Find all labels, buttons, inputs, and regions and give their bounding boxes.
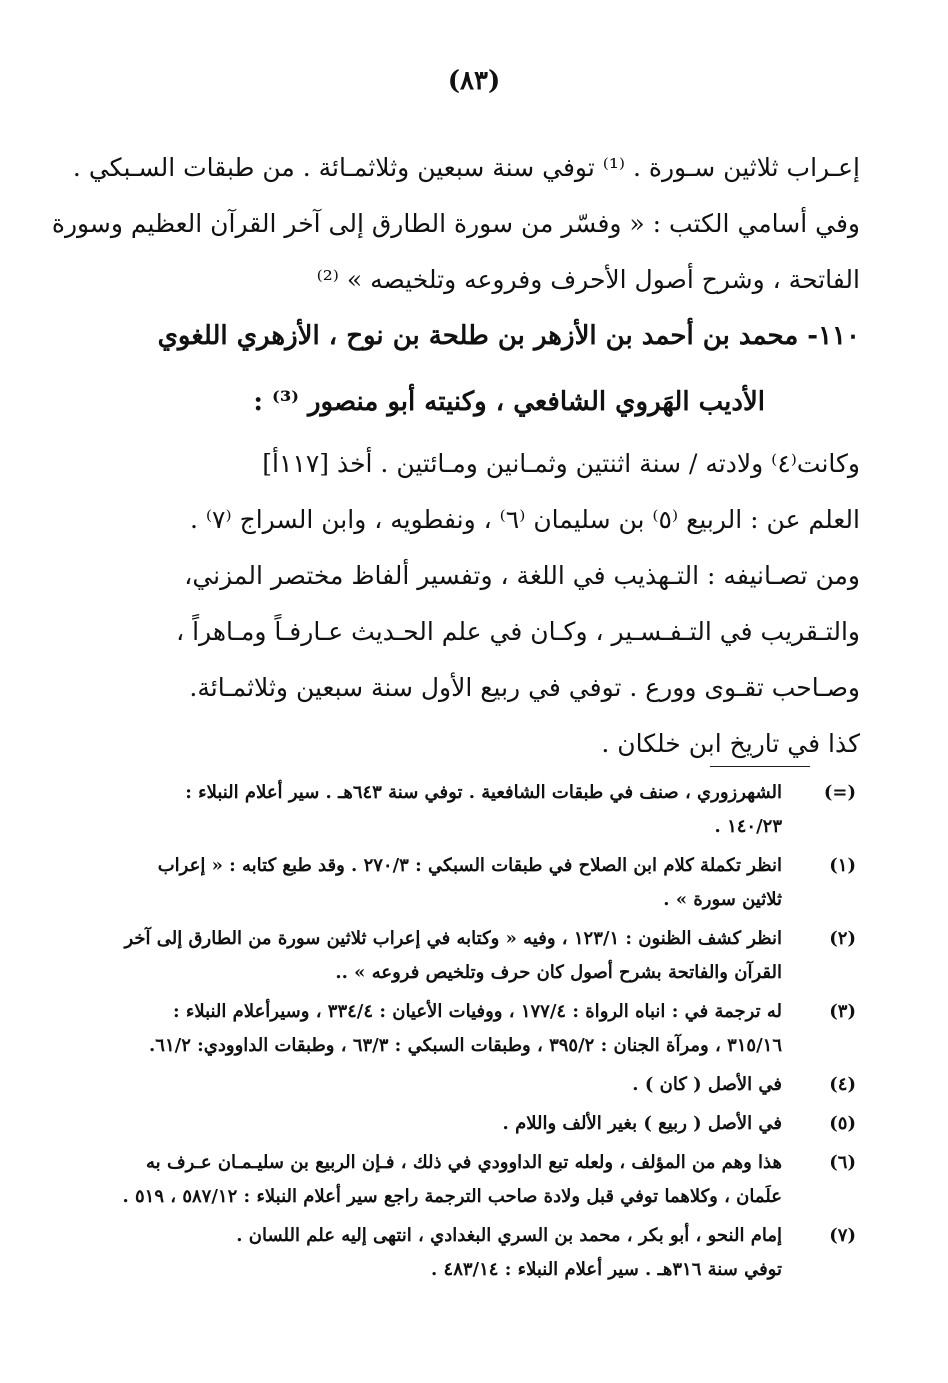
footnote-line: ٣١٥/١٦ ، ومرآة الجنان : ٣٩٥/٢ ، وطبقات السبكي : ٦٣/٣ ، وطبقات الداوودي: ٦١/٢. [149, 1035, 782, 1056]
footnote-text [126, 1107, 782, 1141]
footnote-text [124, 922, 782, 990]
text-line: وكانت⁽٤⁾ ولادته / سنة اثنتين وثمـانين ومـائتين . أخذ [١١٧أ] [262, 449, 860, 478]
text-line: والتـقريب في التـفـسـير ، وكـان في علم الحـديث عـارفـاً ومـاهراً ، [176, 617, 860, 646]
main-text [51, 140, 860, 772]
entry-heading-continued: الأديب الهَروي الشافعي ، وكنيته أبو منصور ⁽³⁾ : [253, 387, 765, 417]
footnote-number: (٢) [829, 928, 856, 949]
footnote [126, 995, 856, 1063]
footnote-number: (٣) [829, 1001, 856, 1022]
text-line: كذا في تاريخ ابن خلكان . [601, 729, 860, 758]
entry-heading: ١١٠- محمد بن أحمد بن الأزهر بن طلحة بن نوح ، الأزهري اللغوي [157, 321, 860, 351]
footnote-line: القرآن والفاتحة بشرح أصول كان حرف وتلخيص فروعه » .. [335, 962, 782, 983]
footnote [126, 922, 856, 990]
footnote-number: (٤) [829, 1074, 856, 1095]
footnote-line: له ترجمة في : انباه الرواة : ١٧٧/٤ ، ووفيات الأعيان : ٣٣٤/٤ ، وسيرأعلام النبلاء : [172, 1001, 782, 1022]
footnote-line: توفي سنة ٣١٦هـ . سير أعلام النبلاء : ٤٨٣/١٤ . [430, 1259, 782, 1280]
footnote-line: الشهرزوري ، صنف في طبقات الشافعية . توفي سنة ٦٤٣هـ . سير أعلام النبلاء : [185, 782, 782, 803]
footnote [126, 776, 856, 844]
footnote-line: ١٤٠/٢٣ . [714, 816, 782, 837]
footnote-line: إمام النحو ، أبو بكر ، محمد بن السري البغدادي ، انتهى إليه علم اللسان . [236, 1225, 782, 1246]
footnote-text [126, 849, 782, 917]
footnote-line: في الأصل ( كان ) . [632, 1074, 782, 1095]
footnote-number: (٥) [829, 1113, 856, 1134]
footnote-text [126, 1068, 782, 1102]
footnote-number: (٧) [829, 1225, 856, 1246]
footnote [126, 1219, 856, 1287]
text-line: وصـاحب تقـوى وورع . توفي في ربيع الأول سنة سبعين وثلاثمـائة. [189, 673, 860, 702]
page-number: (٨٣) [447, 66, 501, 96]
footnote-text [126, 1219, 782, 1287]
footnote-text [126, 995, 782, 1063]
footnote [126, 1068, 856, 1102]
footnote-text [126, 776, 782, 844]
text-line: الفاتحة ، وشرح أصول الأحرف وفروعه وتلخيصه » ⁽²⁾ [316, 265, 860, 294]
text-line: وفي أسامي الكتب : « وفسّر من سورة الطارق إلى آخر القرآن العظيم وسورة [51, 209, 860, 238]
text-line: ومن تصـانيفه : التـهذيب في اللغة ، وتفسير ألفاظ مختصر المزني، [184, 561, 860, 590]
footnote-separator [710, 766, 810, 767]
footnote-number: (=) [823, 782, 856, 803]
footnote-number: (١) [829, 855, 856, 876]
text-line: العلم عن : الربيع ⁽٥⁾ بن سليمان ⁽٦⁾ ، ونفطويه ، وابن السراج ⁽٧⁾ . [190, 505, 860, 534]
footnote-line: انظر كشف الظنون : ١٢٣/١ ، وفيه « وكتابه في إعراب ثلاثين سورة من الطارق إلى آخر [124, 928, 782, 949]
footnote-line: ثلاثين سورة » . [663, 889, 782, 910]
footnote-number: (٦) [829, 1152, 856, 1173]
footnote [126, 1107, 856, 1141]
footnote-line: هذا وهم من المؤلف ، ولعله تبع الداوودي في ذلك ، فـإن الربيع بن سليـمـان عـرف به [146, 1152, 782, 1173]
footnote-line: في الأصل ( ربيع ) بغير الألف واللام . [502, 1113, 782, 1134]
footnote-line: انظر تكملة كلام ابن الصلاح في طبقات السبكي : ٢٧٠/٣ . وقد طبع كتابه : « إعراب [157, 855, 782, 876]
text-line: إعـراب ثلاثين سـورة . ⁽¹⁾ توفي سنة سبعين وثلاثمـائة . من طبقات السـبكي . [72, 153, 860, 182]
footnote [122, 1146, 856, 1214]
footnote [126, 849, 856, 917]
footnote-text [122, 1146, 782, 1214]
footnote-line: علَمان ، وكلاهما توفي قبل ولادة صاحب الترجمة راجع سير أعلام النبلاء : ٥٨٧/١٢ ، ٥١٩ . [122, 1186, 782, 1207]
footnotes [122, 776, 856, 1287]
